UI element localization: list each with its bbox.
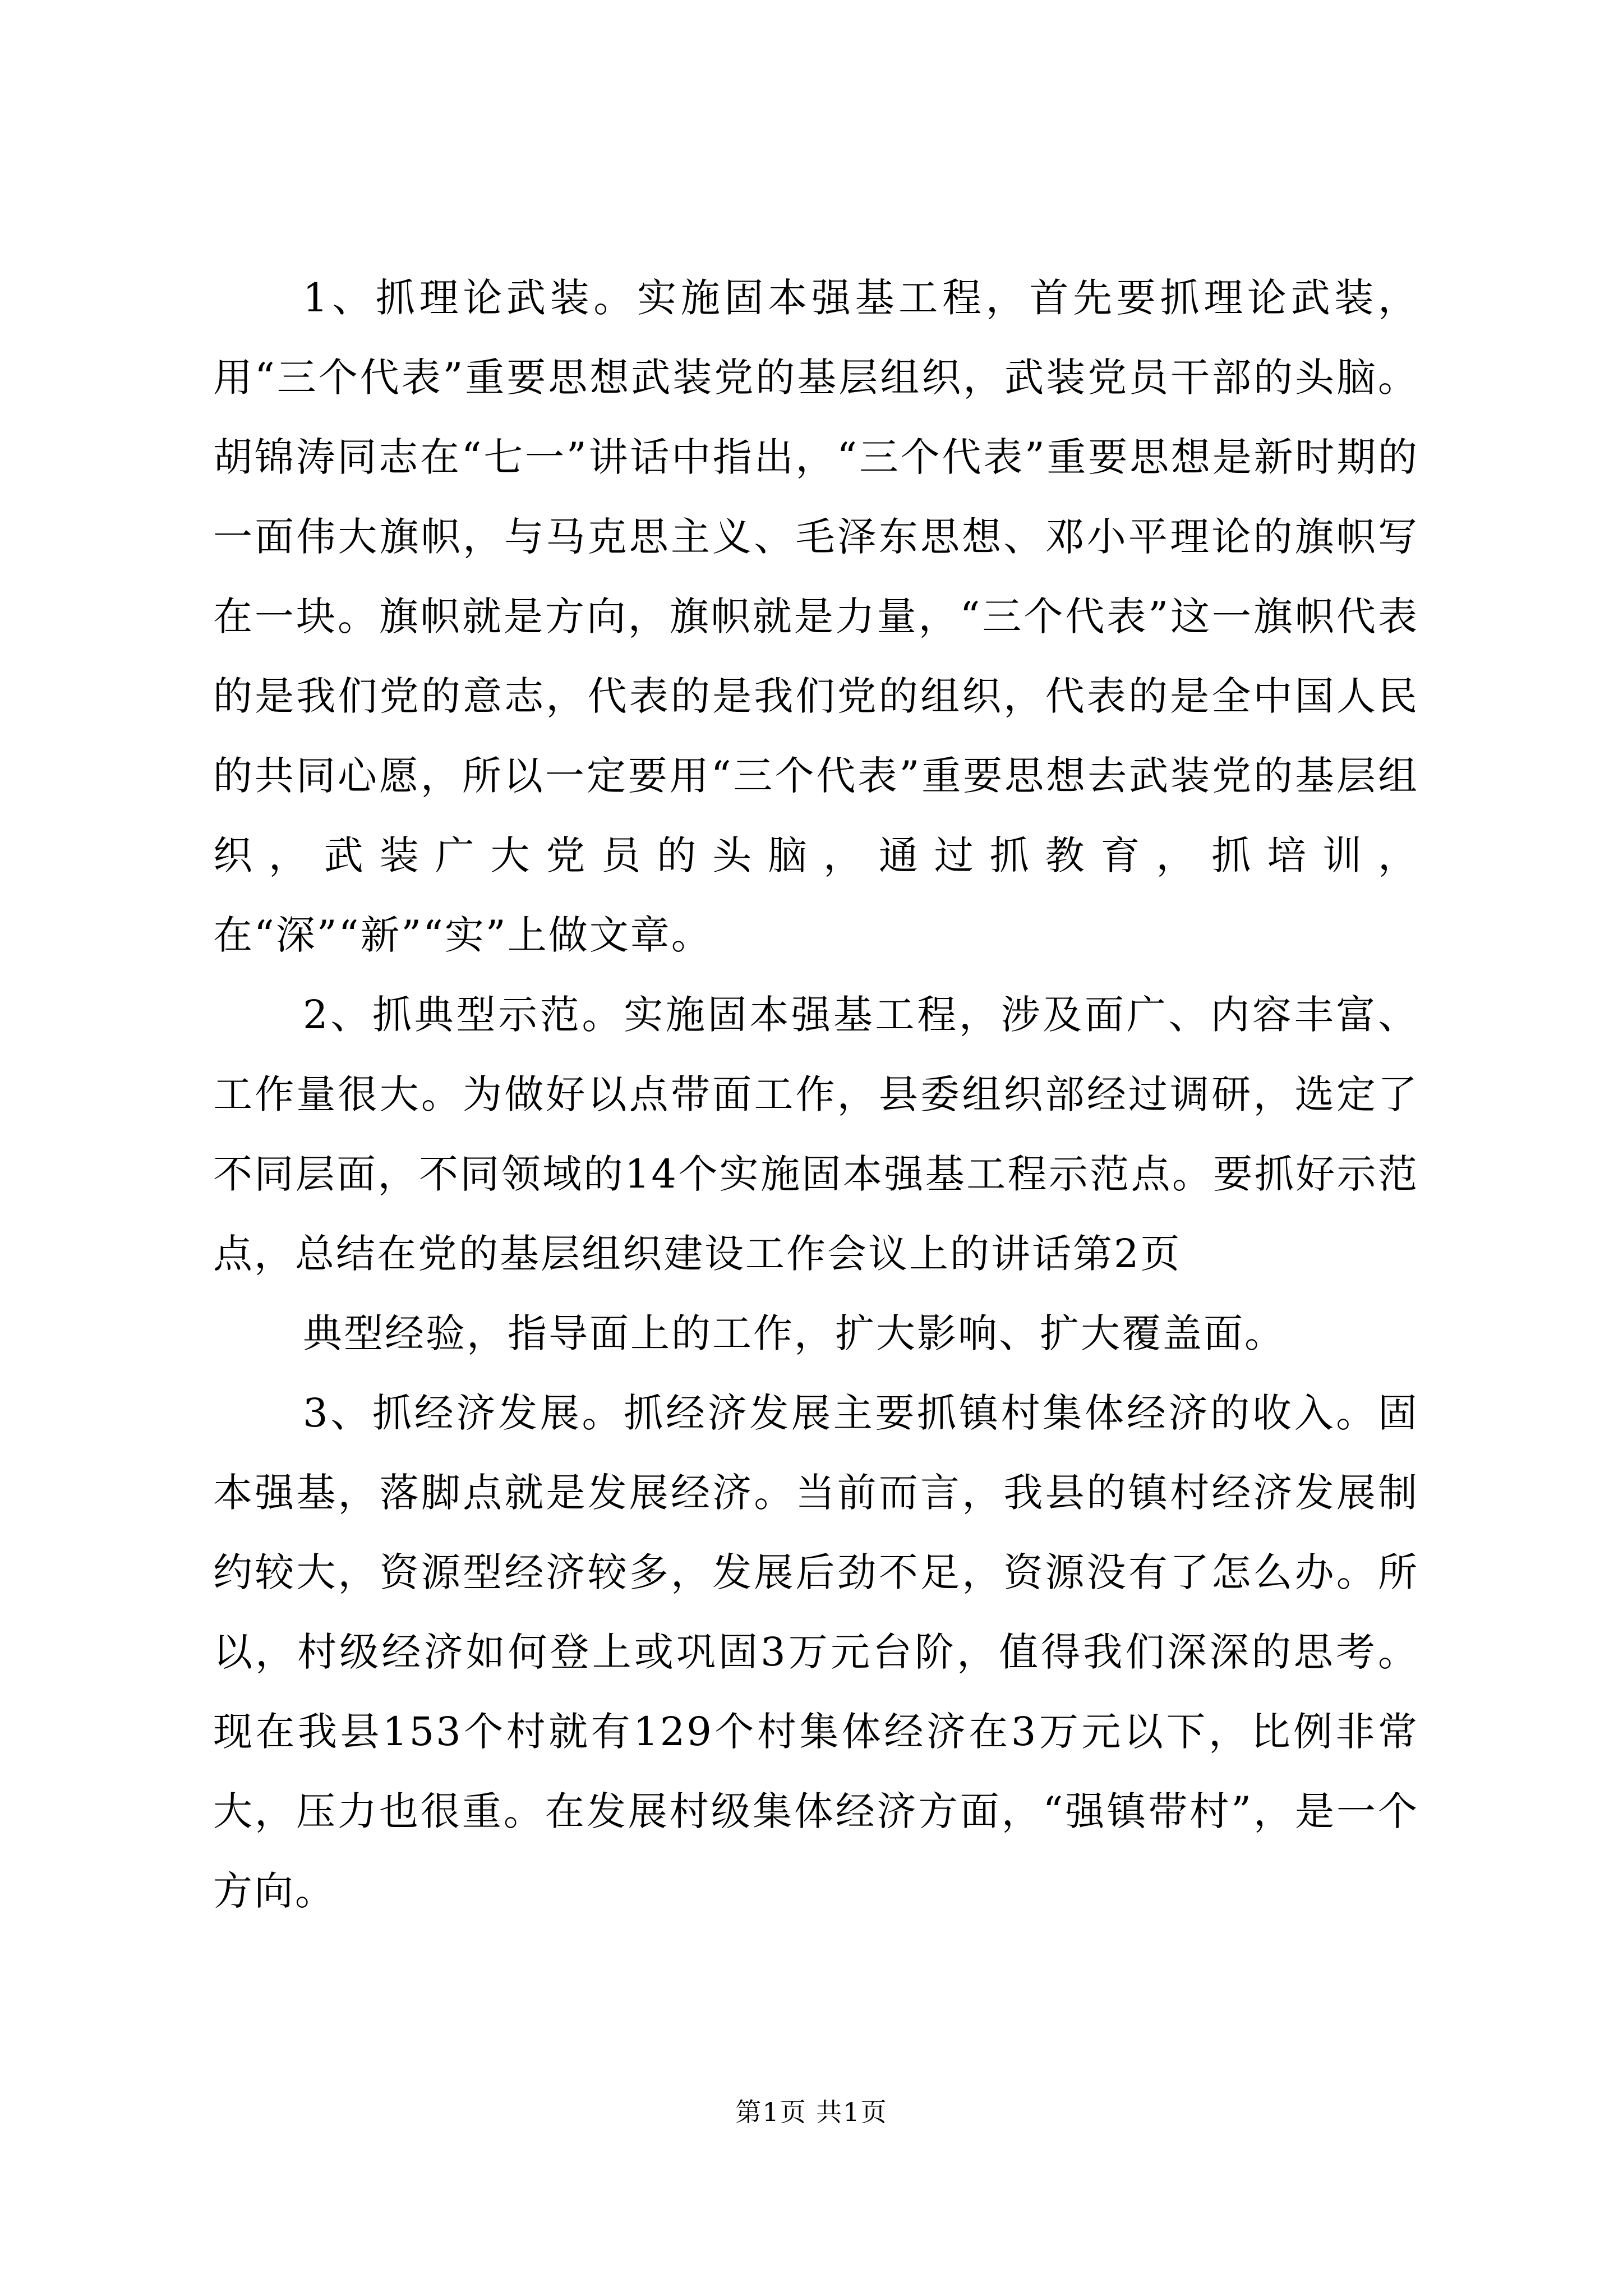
paragraph-2: 2、抓典型示范。实施固本强基工程，涉及面广、内容丰富、工作量很大。为做好以点带面工作，县委组织部经过调研，选定了不同层面，不同领域的14个实施固本强基工程示范点。要抓好示范点，总结在党的基层组织建设工作会议上的讲话第2页 (213, 992, 1419, 1277)
page-footer: 第1页 共1页 (735, 2097, 888, 2127)
paragraph-4: 3、抓经济发展。抓经济发展主要抓镇村集体经济的收入。固本强基，落脚点就是发展经济。当前而言，我县的镇村经济发展制约较大，资源型经济较多，发展后劲不足，资源没有了怎么办。所以，村级经济如何登上或巩固3万元台阶，值得我们深深的思考。现在我县153个村就有129个村集体经济在3万元以下，比例非常大，压力也很重。在发展村级集体经济方面，“强镇带村”，是一个方向。 (213, 1390, 1419, 1914)
paragraph-3: 典型经验，指导面上的工作，扩大影响、扩大覆盖面。 (303, 1310, 1285, 1356)
paragraph-1: 1、抓理论武装。实施固本强基工程，首先要抓理论武装，用“三个代表”重要思想武装党的基层组织，武装党员干部的头脑。胡锦涛同志在“七一”讲话中指出，“三个代表”重要思想是新时期的一面伟大旗帜，与马克思主义、毛泽东思想、邓小平理论的旗帜写在一块。旗帜就是方向，旗帜就是力量，“三个代表”这一旗帜代表的是我们党的意志，代表的是我们党的组织，代表的是全中国人民的共同心愿，所以一定要用“三个代表”重要思想去武装党的基层组织，武装广大党员的头脑，通过抓教育，抓培训，在“深”“新”“实”上做文章。 (213, 275, 1419, 958)
document-body (213, 258, 1419, 1931)
